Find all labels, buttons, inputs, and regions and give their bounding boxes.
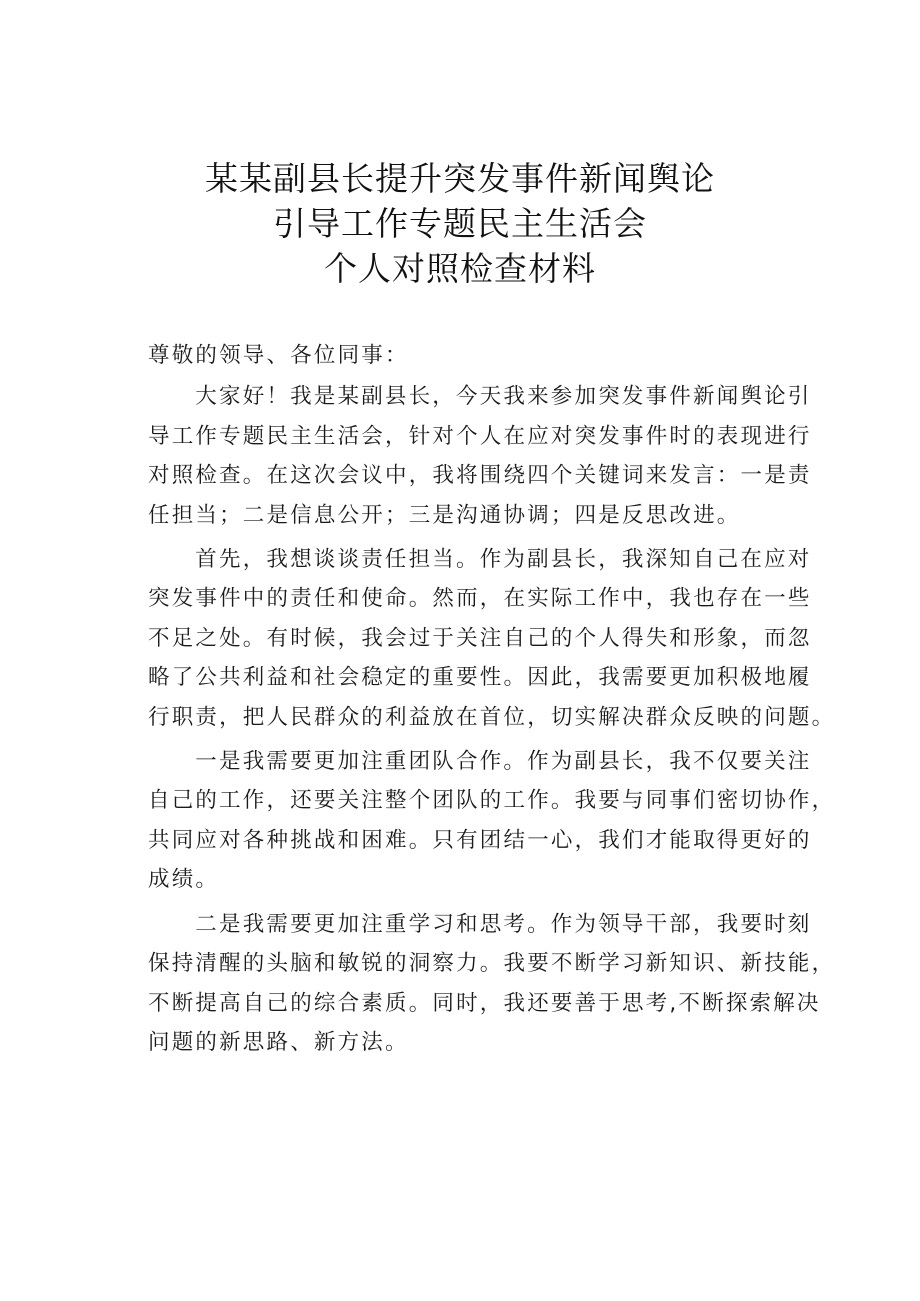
title-line-2: 引导工作专题民主生活会 bbox=[273, 204, 647, 243]
title-line-1: 某某副县长提升突发事件新闻舆论 bbox=[205, 159, 715, 198]
paragraph-teamwork bbox=[148, 742, 836, 900]
paragraph-line: 略了公共利益和社会稳定的重要性。因此，我需要更加积极地履 bbox=[148, 665, 812, 691]
paragraph-line: 共同应对各种挑战和困难。只有团结一心，我们才能取得更好的 bbox=[148, 827, 812, 853]
paragraph-line: 一是我需要更加注重团队合作。作为副县长，我不仅要关注 bbox=[195, 749, 812, 775]
paragraph-line: 突发事件中的责任和使命。然而，在实际工作中，我也存在一些 bbox=[148, 586, 812, 612]
document-body bbox=[148, 336, 836, 1067]
paragraph-line: 问题的新思路、新方法。 bbox=[148, 1029, 409, 1055]
paragraph-line: 二是我需要更加注重学习和思考。作为领导干部，我要时刻 bbox=[195, 911, 812, 937]
paragraph-line: 大家好！我是某副县长，今天我来参加突发事件新闻舆论引 bbox=[195, 384, 812, 410]
paragraph-learning bbox=[148, 905, 836, 1063]
salutation: 尊敬的领导、各位同事： bbox=[148, 343, 409, 368]
paragraph-line: 对照检查。在这次会议中，我将围绕四个关键词来发言：一是责 bbox=[148, 463, 812, 489]
paragraph-intro bbox=[148, 377, 812, 535]
paragraph-line: 不足之处。有时候，我会过于关注自己的个人得失和形象，而忽 bbox=[148, 625, 812, 651]
paragraph-line: 成绩。 bbox=[148, 867, 220, 893]
paragraph-line: 任担当；二是信息公开；三是沟通协调；四是反思改进。 bbox=[148, 502, 741, 528]
paragraph-line: 不断提高自己的综合素质。同时，我还要善于思考,不断探索解决 bbox=[148, 990, 821, 1016]
paragraph-line: 导工作专题民主生活会，针对个人在应对突发事件时的表现进行 bbox=[148, 423, 812, 449]
title-line-3: 个人对照检查材料 bbox=[324, 249, 596, 288]
paragraph-line: 保持清醒的头脑和敏锐的洞察力。我要不断学习新知识、新技能， bbox=[148, 951, 836, 977]
paragraph-line: 首先，我想谈谈责任担当。作为副县长，我深知自己在应对 bbox=[195, 547, 812, 573]
paragraph-line: 自己的工作，还要关注整个团队的工作。我要与同事们密切协作， bbox=[148, 788, 836, 814]
paragraph-line: 行职责，把人民群众的利益放在首位，切实解决群众反映的问题。 bbox=[148, 704, 836, 730]
document-title bbox=[0, 156, 920, 291]
paragraph-responsibility bbox=[148, 540, 836, 737]
